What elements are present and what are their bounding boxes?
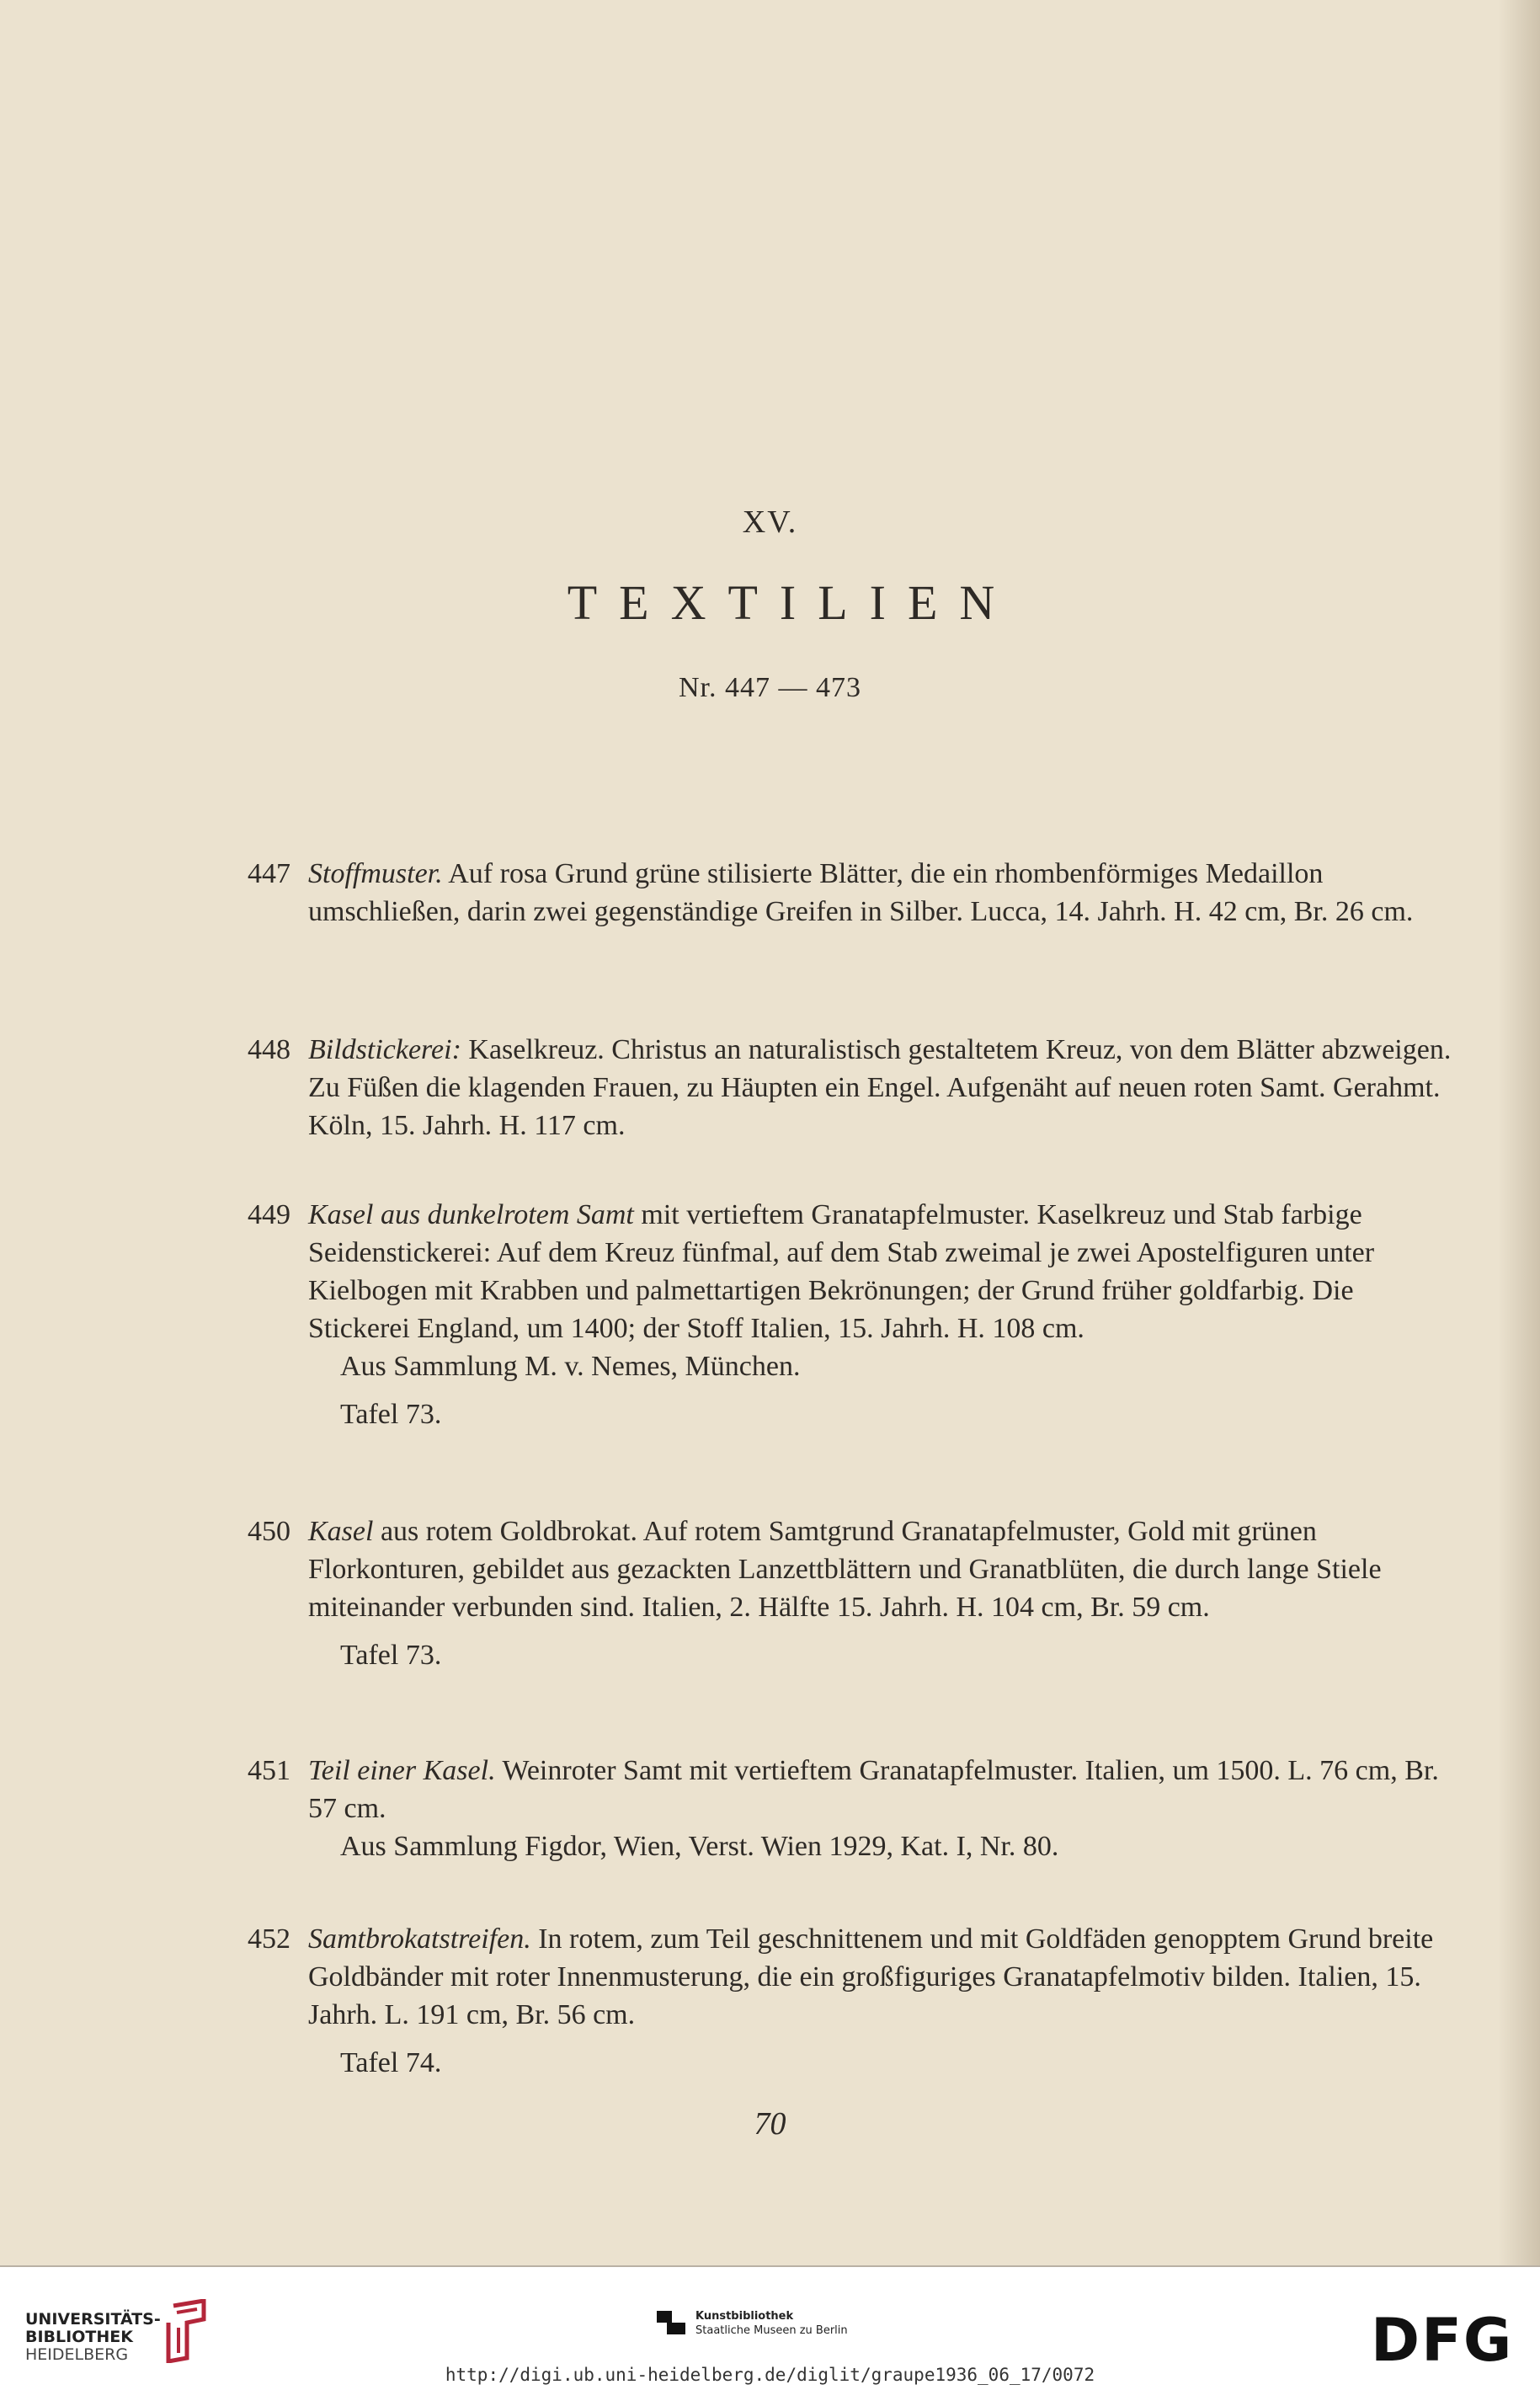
entry-body [308,1512,1452,1626]
entry-text: Auf rosa Grund grüne stilisierte Blätter, die ein rhombenförmiges Medaillon umschließen, darin zwei gegenständige Greifen in Silber. Lucca, 14. Jahrh. H. 42 cm, Br. 26 cm. [308,858,1414,927]
chapter-number: XV. [742,504,798,540]
kb-line-1: Kunstbibliothek [695,2310,794,2323]
entry-title: Teil einer Kasel. [308,1755,496,1786]
entry-number: 447 [248,858,290,889]
entry-number: 449 [248,1199,290,1230]
university-logo-icon[interactable] [157,2299,212,2363]
entry-number: 448 [248,1034,290,1065]
kb-line-2: Staatliche Museen zu Berlin [695,2324,848,2337]
entry-provenance: Aus Sammlung Figdor, Wien, Verst. Wien 1929, Kat. I, Nr. 80. [340,1831,1059,1862]
entry-number: 451 [248,1755,290,1786]
entry-title: Kasel aus dunkelrotem Samt [308,1199,634,1230]
entry-body [308,1196,1452,1347]
permalink-url[interactable]: http://digi.ub.uni-heidelberg.de/diglit/graupe1936_06_17/0072 [445,2365,1095,2385]
catalog-entry [248,1920,1452,2082]
university-line-3: HEIDELBERG [25,2345,129,2364]
entry-text: In rotem, zum Teil geschnittenem und mit Goldfäden genopptem Grund breite Goldbänder mit roter Innenmusterung, die ein großfiguriges Granatapfelmotiv bilden. Italien, 15. Jahrh. L. 191 cm, Br. 56 cm. [308,1923,1434,2030]
page-edge-shadow [1498,0,1540,2265]
entry-text: Kaselkreuz. Christus an naturalistisch gestaltetem Kreuz, von dem Blätter abzweigen. Zu Füßen die klagenden Frauen, zu Häupten ein Engel. Aufgenäht auf neuen roten Samt. Gerahmt. Köln, 15. Jahrh. H. 117 cm. [308,1034,1452,1141]
entry-number: 450 [248,1516,290,1547]
chapter-range: Nr. 447 — 473 [679,672,861,703]
university-line-1: UNIVERSITÄTS- [25,2310,161,2329]
university-line-2: BIBLIOTHEK [25,2328,133,2346]
entry-text: Weinroter Samt mit vertieftem Granatapfelmuster. Italien, um 1500. L. 76 cm, Br. 57 cm. [308,1755,1439,1824]
entry-title: Stoffmuster. [308,858,443,889]
entry-title: Samtbrokatstreifen. [308,1923,531,1955]
entry-body [308,1920,1452,2034]
catalog-entry [248,1512,1452,1674]
page-number: 70 [754,2106,786,2142]
entry-text: aus rotem Goldbrokat. Auf rotem Samtgrund Granatapfelmuster, Gold mit grünen Florkonturen, gebildet aus gezackten Lanzettblättern und Granatblüten, die durch lange Stiele miteinander verbunden sind. Italien, 2. Hälfte 15. Jahrh. H. 104 cm, Br. 59 cm. [308,1516,1382,1623]
entry-body [308,1752,1452,1827]
kunstbibliothek-logo-icon[interactable] [655,2306,687,2336]
entry-title: Kasel [308,1516,374,1547]
entry-number: 452 [248,1923,290,1955]
entry-title: Bildstickerei: [308,1034,461,1065]
entry-text: mit vertieftem Granatapfelmuster. Kaselkreuz und Stab farbige Seidenstickerei: Auf dem Kreuz fünfmal, auf dem Stab zweimal je zwei Apostelfiguren unter Kielbogen mit Krabben und palmettartigen Bekrönungen; der Grund früher goldfarbig. Die Stickerei England, um 1400; der Stoff Italien, 15. Jahrh. H. 108 cm. [308,1199,1375,1344]
entry-body [308,1031,1452,1144]
catalog-entry [248,855,1452,931]
entry-provenance: Aus Sammlung M. v. Nemes, München. [340,1351,801,1382]
catalog-entry [248,1031,1452,1144]
entry-plate: Tafel 74. [340,2047,442,2078]
chapter-title: TEXTILIEN [567,575,1017,630]
dfg-logo[interactable]: DFG [1371,2306,1514,2375]
catalog-entry [248,1752,1452,1865]
entry-body [308,855,1452,931]
entry-plate: Tafel 73. [340,1640,442,1671]
university-library-name [25,2311,161,2364]
entry-plate: Tafel 73. [340,1399,442,1430]
kunstbibliothek-name [695,2309,848,2338]
footer-bar [0,2265,1540,2390]
catalog-entry [248,1196,1452,1433]
